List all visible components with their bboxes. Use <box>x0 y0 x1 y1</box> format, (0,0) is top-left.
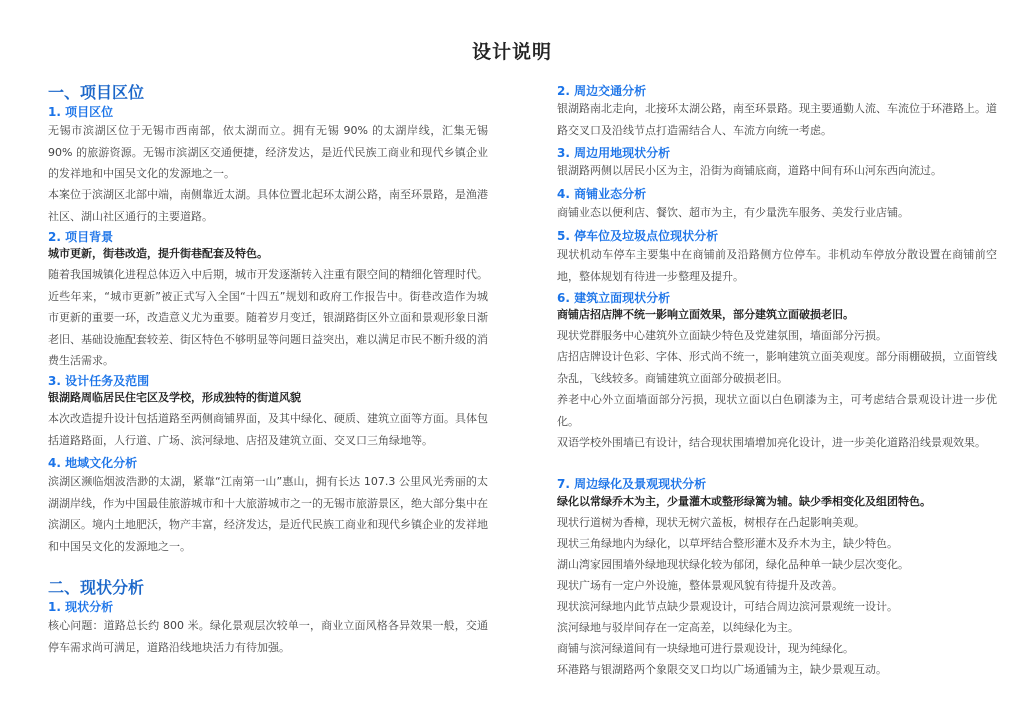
paragraph-core-issue: 核心问题：道路总长约 800 米。绿化景观层次较单一，商业立面风格各异效果一般，交通停车需求尚可满足，道路沿线地块活力有待加强。 <box>48 619 488 654</box>
section-heading-project-location: 一、项目区位 <box>48 83 145 102</box>
paragraph-facade-elderly-center: 养老中心外立面墙面部分污损，现状立面以白色刷漆为主，可考虑结合景观设计进一步优化。 <box>557 393 997 428</box>
subheading-design-scope: 3. 设计任务及范围 <box>48 374 150 388</box>
list-item: 湖山湾家园围墙外绿地现状绿化较为郁闭，绿化品种单一缺少层次变化。 <box>557 558 909 571</box>
paragraph-site-position: 本案位于滨湖区北部中端，南侧靠近太湖。具体位置北起环太湖公路，南至环景路，是渔港社区、湖山社区通行的主要道路。 <box>48 188 488 223</box>
list-item: 环港路与银湖路两个象限交叉口均以广场通铺为主，缺少景观互动。 <box>557 663 887 676</box>
subheading-parking-analysis: 5. 停车位及垃圾点位现状分析 <box>557 229 719 243</box>
paragraph-traffic-body: 银湖路南北走向，北接环太湖公路，南至环景路。现主要通勤人流、车流位于环港路上。道路交叉口及沿线节点打造需结合人、车流方向统一考虑。 <box>557 102 997 137</box>
paragraph-background-body: 随着我国城镇化进程总体迈入中后期，城市开发逐渐转入注重有限空间的精细化管理时代。近些年来，“城市更新”被正式写入全国“十四五”规划和政府工作报告中。街巷改造作为城市更新的重要一环，改造意义尤为重要。随着岁月变迁，银湖路街区外立面和景观形象日渐老旧、基础设施配套较差、街区特色不够明显等问题日益突出，难以满足市民不断升级的消费生活需求。 <box>48 268 488 367</box>
paragraph-parking-body: 现状机动车停车主要集中在商铺前及沿路侧方位停车。非机动车停放分散设置在商铺前空地，整体规划有待进一步整理及提升。 <box>557 248 997 283</box>
paragraph-facade-school-wall: 双语学校外围墙已有设计，结合现状围墙增加亮化设计，进一步美化道路沿线景观效果。 <box>557 436 986 449</box>
section-heading-status-analysis: 二、现状分析 <box>48 578 145 597</box>
list-item: 现状广场有一定户外设施，整体景观风貌有待提升及改善。 <box>557 579 843 592</box>
list-item: 现状行道树为香樟，现状无树穴盖板，树根存在凸起影响美观。 <box>557 516 865 529</box>
subheading-facade-analysis: 6. 建筑立面现状分析 <box>557 291 671 305</box>
subheading-greening-analysis: 7. 周边绿化及景观现状分析 <box>557 477 707 491</box>
paragraph-facade-lead: 商铺店招店牌不统一影响立面效果，部分建筑立面破损老旧。 <box>557 308 854 321</box>
paragraph-scope-lead: 银湖路周临居民住宅区及学校，形成独特的街道风貌 <box>48 391 301 404</box>
paragraph-landuse-body: 银湖路两侧以居民小区为主，沿街为商铺底商，道路中间有环山河东西向流过。 <box>557 164 942 177</box>
list-item: 滨河绿地与驳岸间存在一定高差，以纯绿化为主。 <box>557 621 799 634</box>
subheading-traffic-analysis: 2. 周边交通分析 <box>557 84 647 98</box>
subheading-landuse-analysis: 3. 周边用地现状分析 <box>557 146 671 160</box>
paragraph-scope-body: 本次改造提升设计包括道路至两侧商铺界面，及其中绿化、硬质、建筑立面等方面。具体包括道路路面，人行道、广场、滨河绿地、店招及建筑立面、交叉口三角绿地等。 <box>48 412 488 447</box>
subheading-business-analysis: 4. 商铺业态分析 <box>557 187 647 201</box>
paragraph-location-intro: 无锡市滨湖区位于无锡市西南部，依太湖而立。拥有无锡 90% 的太湖岸线，汇集无锡 90% 的旅游资源。无锡市滨湖区交通便捷，经济发达，是近代民族工商业和现代乡镇企业的发祥地和中国吴文化的发源地之一。 <box>48 124 488 180</box>
list-item: 现状滨河绿地内此节点缺少景观设计，可结合周边滨河景观统一设计。 <box>557 600 898 613</box>
paragraph-greening-lead: 绿化以常绿乔木为主，少量灌木或整形绿篱为辅。缺少季相变化及组团特色。 <box>557 495 931 508</box>
list-item: 现状三角绿地内为绿化，以草坪结合整形灌木及乔木为主，缺少特色。 <box>557 537 898 550</box>
paragraph-background-lead: 城市更新，街巷改造，提升街巷配套及特色。 <box>48 247 268 260</box>
paragraph-culture-body: 滨湖区濒临烟波浩渺的太湖，紧靠“江南第一山”惠山，拥有长达 107.3 公里风光秀丽的太湖湖岸线，作为中国最佳旅游城市和十大旅游城市之一的无锡市旅游景区，绝大部分集中在滨湖区。境内土地肥沃，物产丰富，经济发达，是近代民族工商业和现代乡镇企业的发祥地和中国吴文化的发源地之一。 <box>48 475 488 553</box>
subheading-status-analysis: 1. 现状分析 <box>48 600 114 614</box>
subheading-project-background: 2. 项目背景 <box>48 230 114 244</box>
paragraph-facade-signage: 店招店牌设计色彩、字体、形式尚不统一，影响建筑立面美观度。部分雨棚破损，立面管线杂乱，飞线较多。商铺建筑立面部分破损老旧。 <box>557 350 997 385</box>
list-item: 商铺与滨河绿道间有一块绿地可进行景观设计，现为纯绿化。 <box>557 642 854 655</box>
paragraph-business-body: 商铺业态以便利店、餐饮、超市为主，有少量洗车服务、美发行业店铺。 <box>557 206 909 219</box>
subheading-regional-culture: 4. 地域文化分析 <box>48 456 138 470</box>
paragraph-facade-party-center: 现状党群服务中心建筑外立面缺少特色及党建氛围，墙面部分污损。 <box>557 329 887 342</box>
document-title: 设计说明 <box>471 41 552 63</box>
subheading-project-location: 1. 项目区位 <box>48 105 114 119</box>
